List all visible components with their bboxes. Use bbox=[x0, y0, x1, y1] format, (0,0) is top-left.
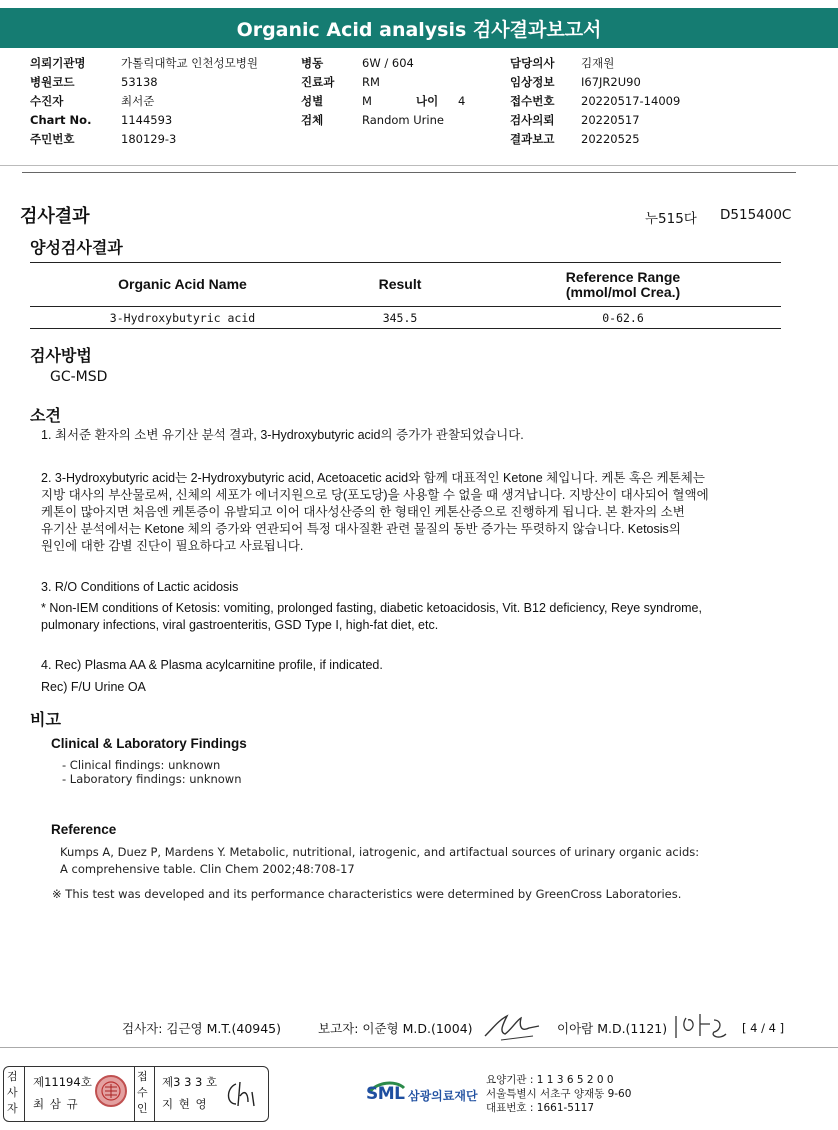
finding-paragraph-4-followup: Rec) F/U Urine OA bbox=[41, 680, 146, 694]
info-label: 성별 bbox=[301, 94, 324, 108]
finding-line: pulmonary infections, viral gastroenteritis, GSD Type I, high-fat diet, etc. bbox=[41, 618, 439, 632]
clinical-findings-title: Clinical & Laboratory Findings bbox=[51, 736, 247, 751]
remarks-heading: 비고 bbox=[30, 710, 61, 729]
result-cell: 345.5 bbox=[335, 307, 465, 329]
info-label: 접수번호 bbox=[510, 94, 555, 108]
seal-icon bbox=[94, 1074, 128, 1108]
info-label: 검체 bbox=[301, 113, 324, 127]
patient-info-col3 bbox=[510, 54, 680, 149]
stamp-label-1: 검사자 bbox=[7, 1070, 18, 1115]
list-item: - Clinical findings: unknown bbox=[62, 758, 221, 772]
finding-paragraph-3-detail bbox=[41, 600, 702, 634]
col-header-range-unit: (mmol/mol Crea.) bbox=[565, 283, 681, 300]
range-cell: 0-62.6 bbox=[465, 307, 781, 329]
info-label: 검사의뢰 bbox=[510, 113, 555, 127]
info-value: 20220517 bbox=[581, 113, 640, 127]
org-name: 삼광의료재단 bbox=[408, 1089, 478, 1103]
divider bbox=[22, 172, 796, 173]
reference-line: A comprehensive table. Clin Chem 2002;48:708-17 bbox=[60, 862, 355, 876]
info-label: 진료과 bbox=[301, 75, 335, 89]
stamp-divider bbox=[134, 1067, 135, 1121]
results-table bbox=[30, 262, 781, 329]
info-label: 수진자 bbox=[30, 94, 64, 108]
finding-paragraph-2 bbox=[41, 470, 709, 555]
info-value: Random Urine bbox=[362, 113, 444, 127]
findings-heading: 소견 bbox=[30, 406, 61, 425]
signature-mark bbox=[222, 1078, 262, 1114]
col-header-result: Result bbox=[335, 263, 465, 307]
list-item: - Laboratory findings: unknown bbox=[62, 772, 242, 786]
report-header bbox=[0, 8, 838, 48]
org-info-line: 요양기관 : 1 1 3 6 5 2 0 0 bbox=[486, 1074, 614, 1086]
finding-line: 2. 3-Hydroxybutyric acid는 2-Hydroxybutyric acid, Acetoacetic acid와 함께 대표적인 Ketone 체입니다. 케톤 혹은 케톤체는 bbox=[41, 471, 705, 485]
disclaimer: ※ This test was developed and its performance characteristics were determined by GreenCross Laboratories. bbox=[52, 887, 682, 901]
sml-logo-text: SML bbox=[366, 1084, 405, 1104]
info-value: I67JR2U90 bbox=[581, 75, 641, 89]
info-label: 병원코드 bbox=[30, 75, 75, 89]
footer-divider bbox=[0, 1047, 838, 1048]
info-value: 20220517-14009 bbox=[581, 94, 681, 108]
finding-line: 유기산 분석에서는 Ketone 체의 증가와 연관되어 특정 대사질환 관련 물질의 동반 증가는 뚜렷하지 않습니다. Ketosis의 bbox=[41, 522, 681, 536]
stamp-number-1: 제11194호 bbox=[33, 1075, 92, 1089]
method-heading: 검사방법 bbox=[30, 346, 92, 365]
doctor2-signature: 이아람 M.D.(1121) bbox=[557, 1021, 668, 1036]
reference-line: Kumps A, Duez P, Mardens Y. Metabolic, nutritional, iatrogenic, and artifactual sources of urinary organic acids: bbox=[60, 845, 700, 859]
table-row bbox=[30, 307, 781, 329]
results-heading: 검사결과 bbox=[20, 206, 90, 227]
positive-results-heading: 양성검사결과 bbox=[30, 238, 123, 257]
finding-line: 케톤이 많아지면 처음엔 케톤증이 유발되고 이어 대사성산증의 한 형태인 케톤산증으로 진행하게 됩니다. 본 환자의 소변 bbox=[41, 505, 685, 519]
finding-line: 원인에 대한 감별 진단이 필요하다고 사료됩니다. bbox=[41, 539, 304, 553]
report-title: Organic Acid analysis 검사결과보고서 bbox=[236, 18, 602, 41]
patient-info-col1 bbox=[30, 54, 258, 149]
org-info bbox=[486, 1073, 631, 1115]
info-value: 6W / 604 bbox=[362, 56, 414, 70]
age-label: 나이 bbox=[416, 94, 439, 108]
reference-text bbox=[60, 844, 699, 878]
patient-info-col2 bbox=[301, 54, 465, 130]
divider bbox=[0, 165, 838, 166]
finding-line: 지방 대사의 부산물로써, 신체의 세포가 에너지원으로 당(포도당)을 사용할 수 없을 때 생겨납니다. 지방산이 대사되어 혈액에 bbox=[41, 488, 709, 502]
stamp-divider bbox=[24, 1067, 25, 1121]
org-info-line: 대표번호 : 1661-5117 bbox=[486, 1102, 595, 1114]
info-value: 가톨릭대학교 인천성모병원 bbox=[121, 56, 258, 70]
info-value: 180129-3 bbox=[121, 132, 177, 146]
age-value: 4 bbox=[458, 94, 466, 108]
result-code-1: 누515다 bbox=[645, 211, 697, 227]
finding-line: * Non-IEM conditions of Ketosis: vomiting, prolonged fasting, diabetic ketoacidosis, Vit. B12 deficiency, Reye syndrome, bbox=[41, 601, 702, 615]
finding-paragraph-3: 3. R/O Conditions of Lactic acidosis bbox=[41, 580, 239, 594]
acid-name-cell: 3-Hydroxybutyric acid bbox=[30, 307, 335, 329]
table-header-row bbox=[30, 263, 781, 307]
info-label: 임상정보 bbox=[510, 75, 555, 89]
clinical-findings-list bbox=[62, 758, 242, 786]
finding-paragraph-1: 1. 최서준 환자의 소변 유기산 분석 결과, 3-Hydroxybutyric acid의 증가가 관찰되었습니다. bbox=[41, 428, 524, 442]
info-value: RM bbox=[362, 75, 380, 89]
org-info-line: 서울특별시 서초구 양재동 9-60 bbox=[486, 1088, 632, 1100]
info-value: 1144593 bbox=[121, 113, 173, 127]
examiner-signature: 검사자: 김근영 M.T.(40945) bbox=[122, 1021, 282, 1036]
info-label: 담당의사 bbox=[510, 56, 555, 70]
page-number: [ 4 / 4 ] bbox=[742, 1021, 785, 1035]
doctor2-signature-mark bbox=[670, 1010, 732, 1044]
info-value: 53138 bbox=[121, 75, 158, 89]
col-header-range bbox=[465, 263, 781, 307]
info-value: M bbox=[362, 94, 372, 108]
info-value: 최서준 bbox=[121, 94, 155, 108]
stamp-name-1: 최 삼 규 bbox=[33, 1097, 79, 1111]
info-label: 병동 bbox=[301, 56, 324, 70]
stamp-name-2: 지 현 영 bbox=[162, 1097, 208, 1111]
info-value: 20220525 bbox=[581, 132, 640, 146]
method-value: GC-MSD bbox=[50, 369, 108, 385]
stamp-number-2: 제3 3 3 호 bbox=[162, 1075, 218, 1089]
result-code-2: D515400C bbox=[720, 207, 792, 223]
info-value: 김재원 bbox=[581, 56, 615, 70]
col-header-range-title: Reference Range bbox=[565, 268, 681, 285]
info-label: 결과보고 bbox=[510, 132, 555, 146]
stamp-label-2: 접수인 bbox=[137, 1070, 148, 1115]
info-label: Chart No. bbox=[30, 113, 92, 127]
reporter-signature-mark bbox=[481, 1010, 543, 1044]
reference-title: Reference bbox=[51, 822, 117, 837]
info-label: 의뢰기관명 bbox=[30, 56, 86, 70]
col-header-name: Organic Acid Name bbox=[30, 263, 335, 307]
stamp-divider bbox=[154, 1067, 155, 1121]
reporter-signature: 보고자: 이준형 M.D.(1004) bbox=[318, 1021, 473, 1036]
info-label: 주민번호 bbox=[30, 132, 75, 146]
finding-paragraph-4: 4. Rec) Plasma AA & Plasma acylcarnitine profile, if indicated. bbox=[41, 658, 383, 672]
